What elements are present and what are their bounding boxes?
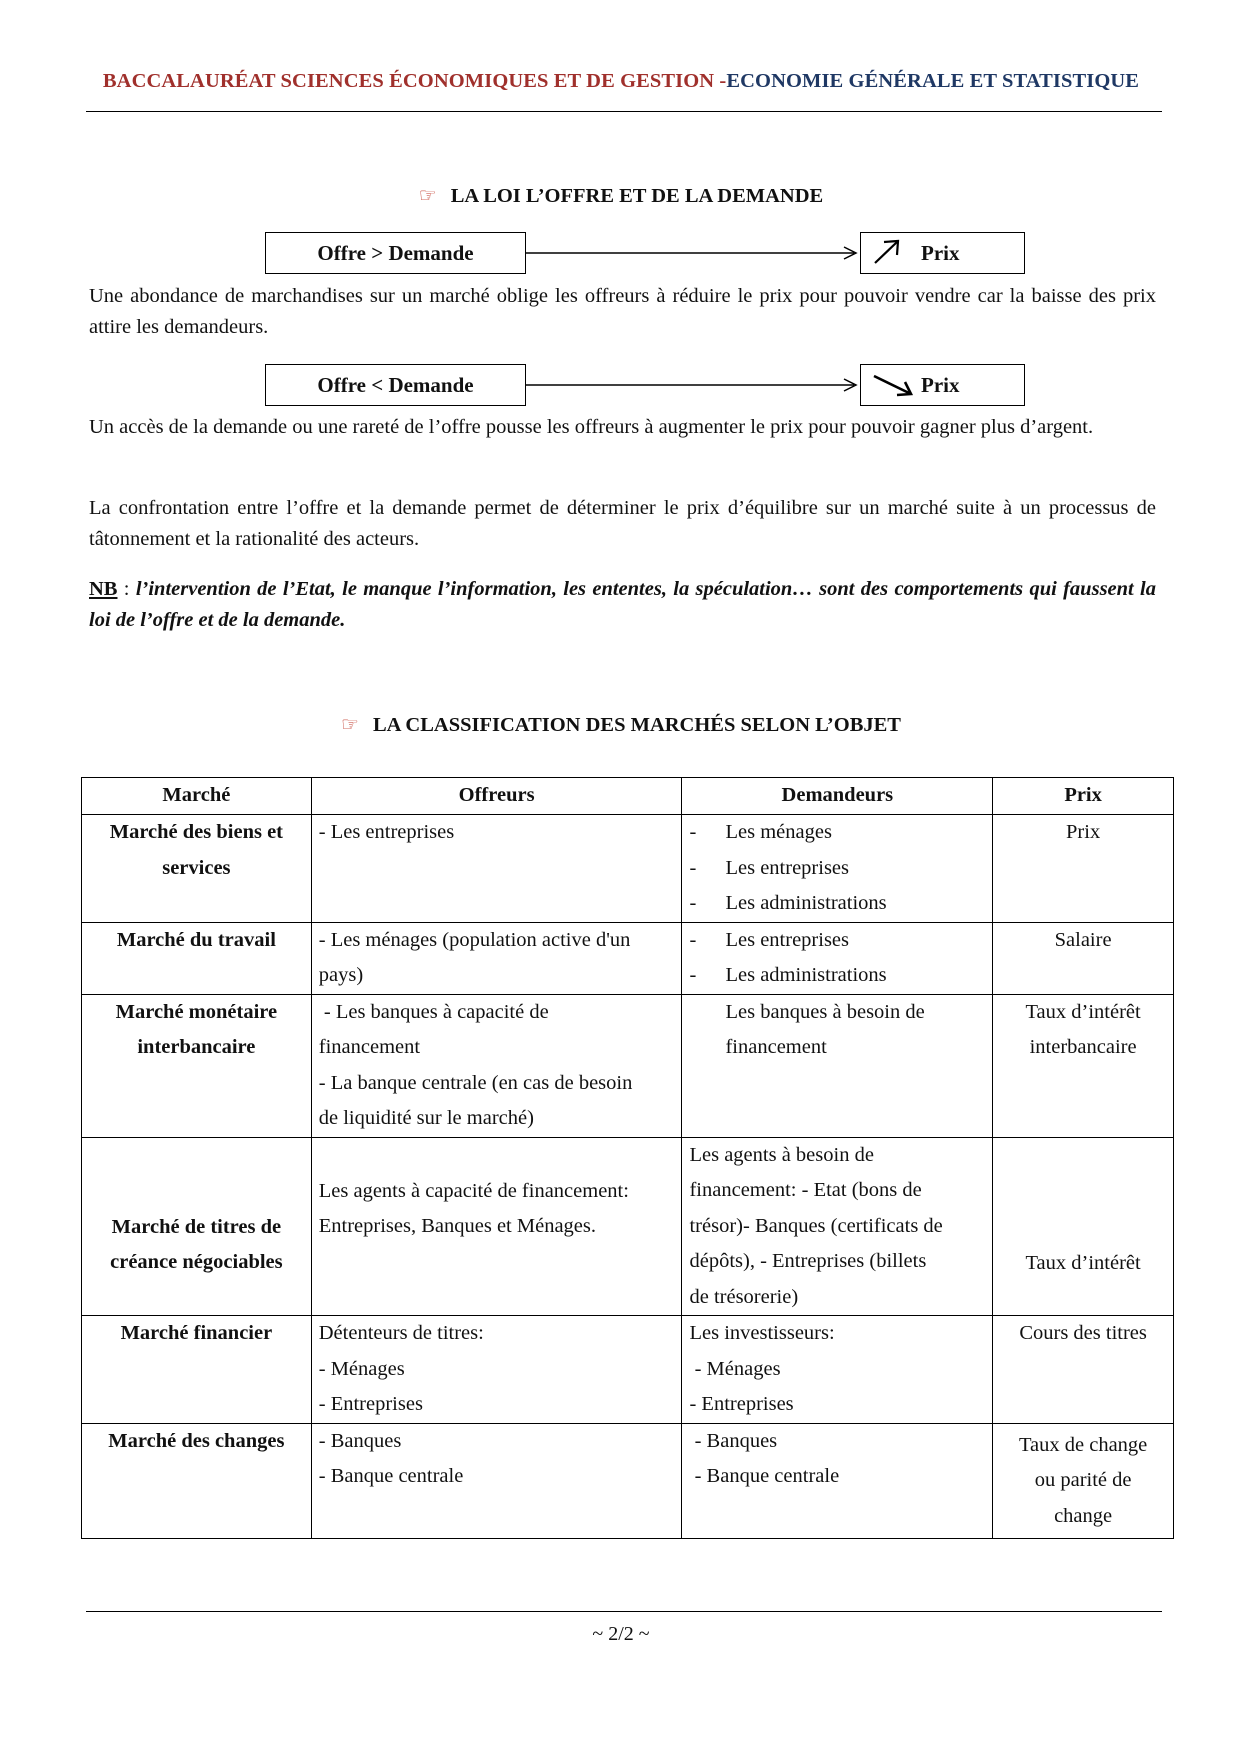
flow2-condition: Offre < Demande [317,373,474,397]
offreur-line: Détenteurs de titres: [318,1322,484,1344]
market-line: Marché financier [120,1322,273,1344]
demandeur-line: Les banques à besoin de [725,1000,925,1023]
offreur-line: - Les banques à capacité de [318,1000,549,1023]
table-header-row [82,778,1174,815]
offreur-line: - Ménages [318,1357,405,1380]
prix-line: Taux de change [1018,1433,1148,1456]
header-rule [86,111,1162,112]
arrow-up-right-icon [871,237,903,267]
prix-cell [993,815,1174,923]
header-demandeurs: Demandeurs [682,778,993,815]
demandeur-text: Les entreprises [725,928,850,951]
prix-cell [993,1423,1174,1539]
dash-marker: - [689,892,697,914]
flow1-condition: Offre > Demande [317,241,474,265]
header-right: ECONOMIE GÉNÉRALE ET STATISTIQUE [726,70,1140,92]
markets-table [81,777,1174,1539]
paragraph-acces: Un accès de la demande ou une rareté de l’offre pousse les offreurs à augmenter le prix pour pouvoir gagner plus d’argent. [89,416,1094,438]
dash-marker: - [689,964,697,986]
offreurs-cell [311,1316,682,1424]
header-marche: Marché [82,778,312,815]
offreur-line: - Les ménages (population active d'un [318,928,631,951]
offreurs-cell [311,1423,682,1539]
demandeur-line: - Ménages [689,1357,781,1380]
flow1-arrow [526,243,860,263]
prix-cell [993,994,1174,1137]
offreurs-cell [311,994,682,1137]
prix-line: ou parité de [1034,1469,1132,1491]
prix-line: change [1054,1504,1113,1527]
flow2-arrow [526,375,860,395]
market-line: Marché des biens et [109,821,284,843]
flow1-result-box [860,232,1025,274]
demandeurs-cell [682,994,993,1137]
demandeur-line: financement: - Etat (bons de [689,1179,922,1201]
flow2-result-box [860,364,1025,406]
market-line: interbancaire [137,1036,256,1058]
demandeur-line: de trésorerie) [689,1285,799,1308]
demandeur-line: dépôts), - Entreprises (billets [689,1250,927,1272]
offreur-line: - Entreprises [318,1393,423,1415]
demandeur-item [689,923,985,959]
market-line: Marché de titres de [111,1215,282,1238]
table-row [82,994,1174,1137]
prix-line: interbancaire [1029,1036,1137,1058]
flow1-result: Prix [921,241,960,265]
prix-cell [993,1316,1174,1424]
demandeur-text: Les entreprises [725,856,850,879]
flow1-condition-box [265,232,526,274]
table-row [82,1137,1174,1316]
page-number: ~ 2/2 ~ [592,1623,650,1645]
offreur-line: - Les entreprises [318,821,455,843]
dash-marker: - [689,856,697,879]
demandeur-line: - Banques [689,1429,778,1452]
nb-text: l’intervention de l’Etat, le manque l’information, les ententes, la spéculation… sont des comportements qui faussent la loi de l’offre et de la demande. [89,578,1157,631]
offreur-line: - La banque centrale (en cas de besoin [318,1071,633,1094]
offreurs-cell [311,1137,682,1316]
header-offreurs: Offreurs [311,778,682,815]
offreur-line: de liquidité sur le marché) [318,1107,534,1129]
pointing-hand-icon: ☞ [418,185,437,207]
demandeurs-cell [682,1423,993,1539]
paragraph-confrontation: La confrontation entre l’offre et la demande permet de déterminer le prix d’équilibre sur un marché suite à un processus de tâtonnement et la rationalité des acteurs. [89,497,1156,550]
demandeur-line: - Entreprises [689,1393,794,1415]
market-cell [82,815,312,923]
market-line: créance négociables [110,1251,283,1273]
demandeurs-cell [682,922,993,994]
market-cell [82,1423,312,1539]
demandeur-item [689,958,985,994]
page-header [86,70,1156,93]
market-line: services [162,856,231,879]
demandeur-item [689,886,985,922]
nb-label: NB [89,578,118,600]
offreurs-cell [311,922,682,994]
demandeur-text: Les ménages [725,821,832,843]
section-title-loi [86,183,1156,208]
prix-cell [993,1137,1174,1316]
paragraph-abondance: Une abondance de marchandises sur un marché oblige les offreurs à réduire le prix pour pouvoir vendre car la baisse des prix attire les demandeurs. [89,285,1156,338]
table-row [82,1316,1174,1424]
demandeur-line: - Banque centrale [689,1465,840,1487]
flow2-condition-box [265,364,526,406]
demandeurs-cell [682,1137,993,1316]
header-prix: Prix [993,778,1174,815]
market-line: Marché monétaire [115,1000,278,1023]
demandeur-line: Les agents à besoin de [689,1143,874,1166]
table-row [82,922,1174,994]
prix-line: Prix [1066,821,1101,843]
table-row [82,1423,1174,1539]
market-cell [82,994,312,1137]
arrow-down-right-icon [871,371,915,399]
offreur-line: - Banque centrale [318,1465,464,1487]
demandeur-line: Les investisseurs: [689,1322,835,1344]
dash-marker: - [689,928,697,951]
market-cell [82,922,312,994]
demandeurs-cell [682,1316,993,1424]
prix-cell [993,922,1174,994]
demandeurs-cell [682,815,993,923]
demandeur-text: Les administrations [725,892,887,914]
dash-marker: - [689,821,697,843]
prix-line: Cours des titres [1019,1322,1147,1344]
market-cell [82,1316,312,1424]
section-title-text: LA CLASSIFICATION DES MARCHÉS SELON L’OBJET [372,714,901,736]
footer-rule [86,1611,1162,1612]
demandeur-text: Les administrations [725,964,887,986]
flow2-result: Prix [921,373,960,397]
prix-line: Taux d’intérêt [1025,1000,1141,1023]
offreur-line: Entreprises, Banques et Ménages. [318,1215,596,1237]
demandeur-item [689,815,985,851]
offreurs-cell [311,815,682,923]
pointing-hand-icon: ☞ [341,714,359,736]
market-cell [82,1137,312,1316]
offreur-line: Les agents à capacité de financement: [318,1179,629,1202]
offreur-line: pays) [318,964,364,986]
offreur-line: financement [318,1036,421,1058]
demandeur-line: financement [725,1036,827,1058]
section-title-classification [86,712,1156,737]
section-title-text: LA LOI L’OFFRE ET DE LA DEMANDE [450,185,824,207]
header-left: BACCALAURÉAT SCIENCES ÉCONOMIQUES ET DE GESTION - [102,70,727,92]
prix-line: Taux d’intérêt [1025,1251,1141,1274]
demandeur-item [689,851,985,887]
offreur-line: - Banques [318,1429,402,1452]
paragraph-nb [89,574,1156,636]
prix-line: Salaire [1054,928,1112,951]
market-line: Marché du travail [116,928,276,951]
demandeur-line: trésor)- Banques (certificats de [689,1214,943,1237]
market-line: Marché des changes [108,1429,285,1452]
nb-separator: : [117,578,136,600]
table-row [82,815,1174,923]
